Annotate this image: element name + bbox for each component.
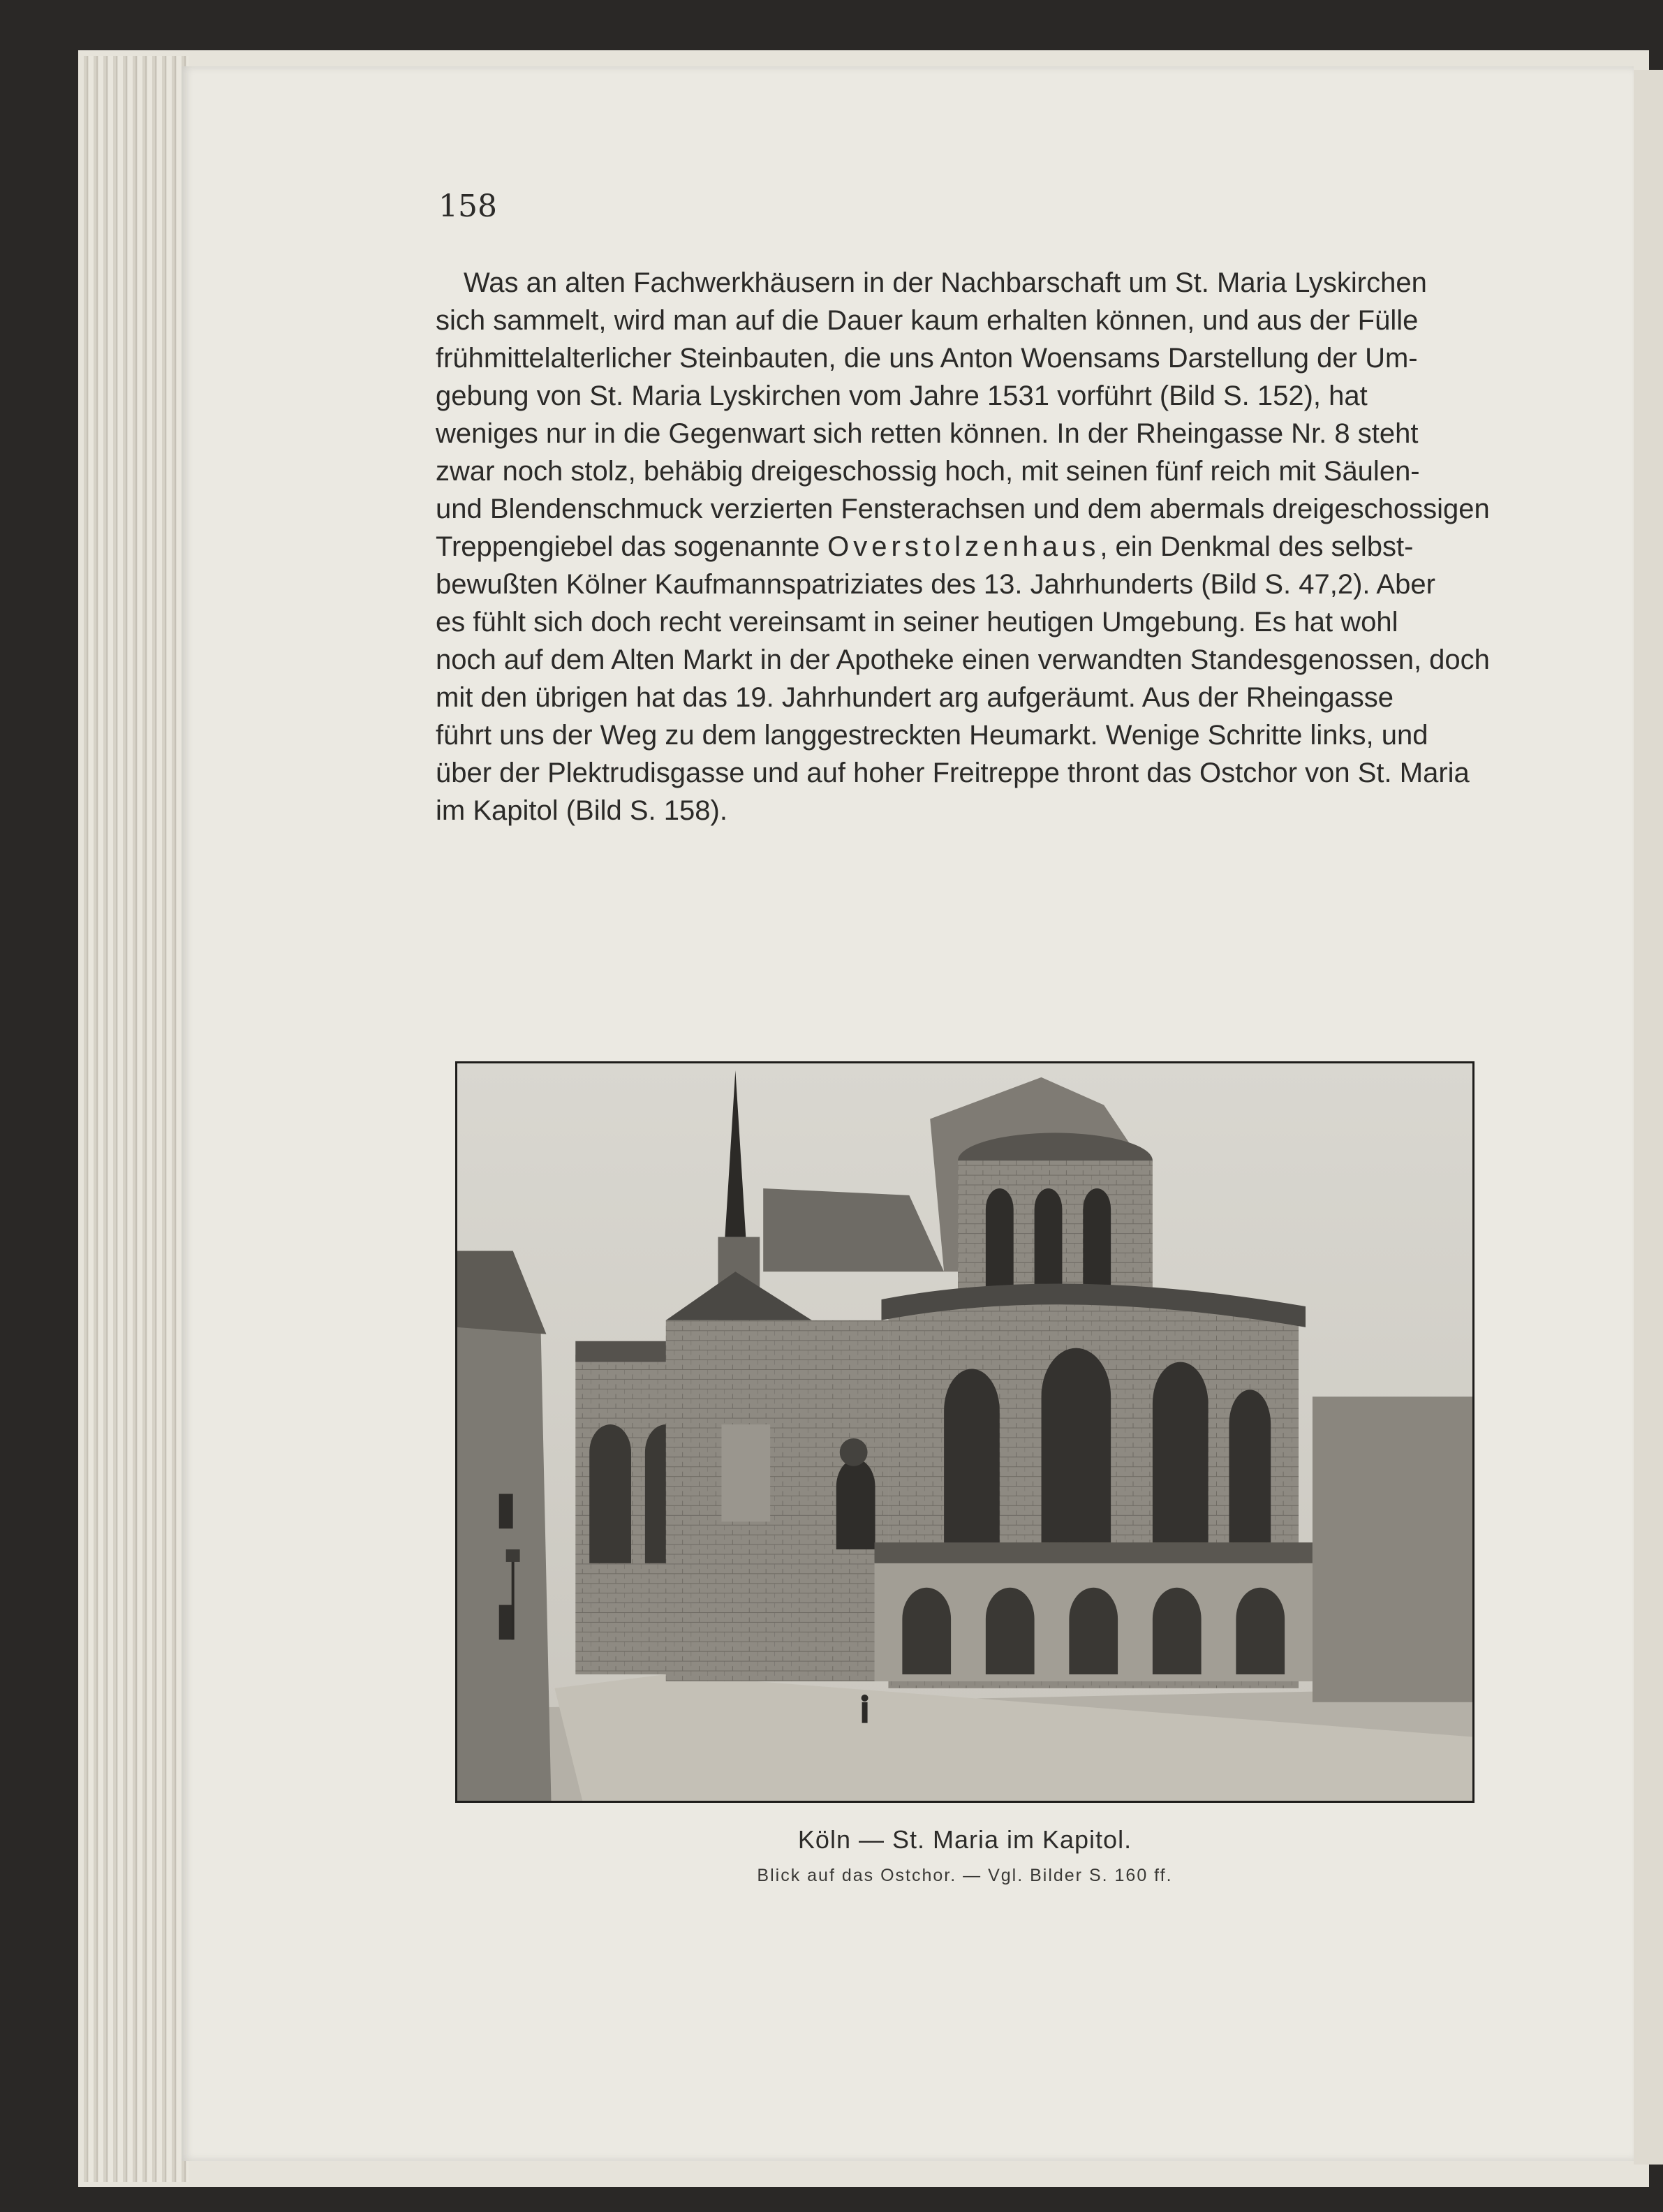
text-line: führt uns der Weg zu dem langgestreckten Heumarkt. Wenige Schritte links, und xyxy=(436,720,1428,751)
text-line: weniges nur in die Gegenwart sich retten können. In der Rheingasse Nr. 8 steht xyxy=(436,418,1419,449)
figure-caption-subtitle: Blick auf das Ostchor. — Vgl. Bilder S. 160 ff. xyxy=(757,1866,1173,1885)
figure-caption-title: Köln — St. Maria im Kapitol. xyxy=(797,1825,1132,1854)
text-line: mit den übrigen hat das 19. Jahrhundert arg aufgeräumt. Aus der Rheingasse xyxy=(436,682,1394,713)
emphasized-name: Overstolzenhaus xyxy=(827,531,1100,562)
paragraph xyxy=(436,264,1502,830)
text-line: sich sammelt, wird man auf die Dauer kaum erhalten können, und aus der Fülle xyxy=(436,305,1419,336)
text-line: zwar noch stolz, behäbig dreigeschossig hoch, mit seinen fünf reich mit Säulen- xyxy=(436,456,1420,487)
church-photograph xyxy=(455,1061,1474,1803)
text-line xyxy=(436,528,1502,566)
text-line: gebung von St. Maria Lyskirchen vom Jahre 1531 vorführt (Bild S. 152), hat xyxy=(436,381,1368,411)
page-number: 158 xyxy=(438,189,497,224)
body-text xyxy=(436,264,1502,830)
text-segment: , ein Denkmal des selbst- xyxy=(1100,531,1414,562)
church-illustration xyxy=(457,1063,1472,1801)
text-line: frühmittelalterlicher Steinbauten, die uns Anton Woensams Darstellung der Um- xyxy=(436,343,1418,374)
text-line: im Kapitol (Bild S. 158). xyxy=(436,795,727,826)
text-line: noch auf dem Alten Markt in der Apotheke einen verwandten Standesgenossen, doch xyxy=(436,644,1490,675)
page-stack-edges xyxy=(84,56,189,2182)
text-line: über der Plektrudisgasse und auf hoher Freitreppe thront das Ostchor von St. Maria xyxy=(436,758,1470,788)
text-line: und Blendenschmuck verzierten Fensterachsen und dem abermals dreigeschossigen xyxy=(436,494,1490,524)
facing-page-edge xyxy=(1634,70,1663,2165)
text-line: es fühlt sich doch recht vereinsamt in seiner heutigen Umgebung. Es hat wohl xyxy=(436,607,1398,637)
text-segment: Treppengiebel das sogenannte xyxy=(436,531,828,562)
text-line: bewußten Kölner Kaufmannspatriziates des 13. Jahrhunderts (Bild S. 47,2). Aber xyxy=(436,569,1435,600)
text-line: Was an alten Fachwerkhäusern in der Nachbarschaft um St. Maria Lyskirchen xyxy=(464,267,1427,298)
